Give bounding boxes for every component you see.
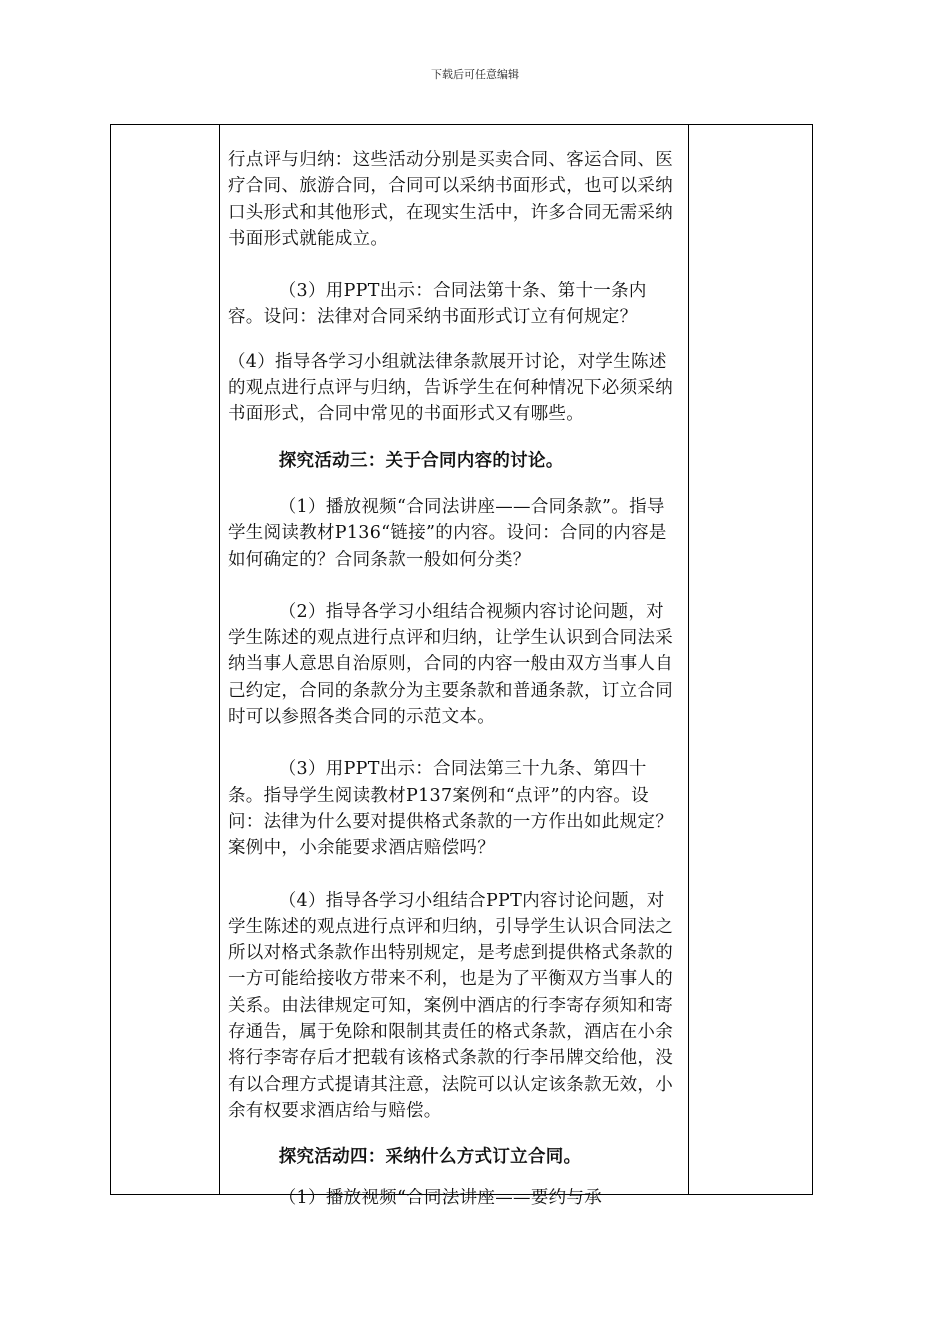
paragraph-step-4: （4）指导各学习小组就法律条款展开讨论，对学生陈述的观点进行点评与归纳，告诉学生在何种情况下必须采纳书面形式，合同中常见的书面形式又有哪些。 [228,351,673,425]
paragraph-activity3-step-2: （2）指导各学习小组结合视频内容讨论问题，对学生陈述的观点进行点评和归纳，让学生认识到合同法采纳当事人意思自治原则，合同的内容一般由双方当事人自己约定，合同的条款分为主要条款和普通条款，订立合同时可以参照各类合同的示范文本。 [228,601,673,728]
lesson-content-cell [228,147,680,1211]
paragraph-activity3-step-4: （4）指导各学习小组结合PPT内容讨论问题，对学生陈述的观点进行点评和归纳，引导学生认识合同法之所以对格式条款作出特别规定，是考虑到提供格式条款的一方可能给接收方带来不利，也是为了平衡双方当事人的关系。由法律规定可知，案例中酒店的行李寄存须知和寄存通告，属于免除和限制其责任的格式条款，酒店在小余将行李寄存后才把载有该格式条款的行李吊牌交给他，没有以合理方式提请其注意，法院可以认定该条款无效，小余有权要求酒店给与赔偿。 [228,890,673,1121]
paragraph-activity3-step-3: （3）用PPT出示：合同法第三十九条、第四十条。指导学生阅读教材P137案例和“点评”的内容。设问：法律为什么要对提供格式条款的一方作出如此规定？案例中，小余能要求酒店赔偿吗？ [228,759,673,859]
activity-four-heading: 探究活动四：采纳什么方式订立合同。 [278,1147,582,1168]
activity-three-heading: 探究活动三：关于合同内容的讨论。 [278,450,564,471]
column-divider-left [219,125,220,1194]
page-header: 下载后可任意编辑 [431,68,519,81]
paragraph-step-3: （3）用PPT出示：合同法第十条、第十一条内容。设问：法律对合同采纳书面形式订立有何规定？ [228,281,647,328]
lesson-table [110,124,813,1208]
paragraph-activity4-step-1: （1）播放视频“合同法讲座——要约与承 [278,1187,603,1208]
paragraph-activity3-step-1: （1）播放视频“合同法讲座——合同条款”。指导学生阅读教材P136“链接”的内容。设问：合同的内容是如何确定的？合同条款一般如何分类？ [228,496,667,570]
paragraph-intro: 行点评与归纳：这些活动分别是买卖合同、客运合同、医疗合同、旅游合同，合同可以采纳书面形式，也可以采纳口头形式和其他形式，在现实生活中，许多合同无需采纳书面形式就能成立。 [228,150,673,249]
column-divider-right [688,125,689,1194]
